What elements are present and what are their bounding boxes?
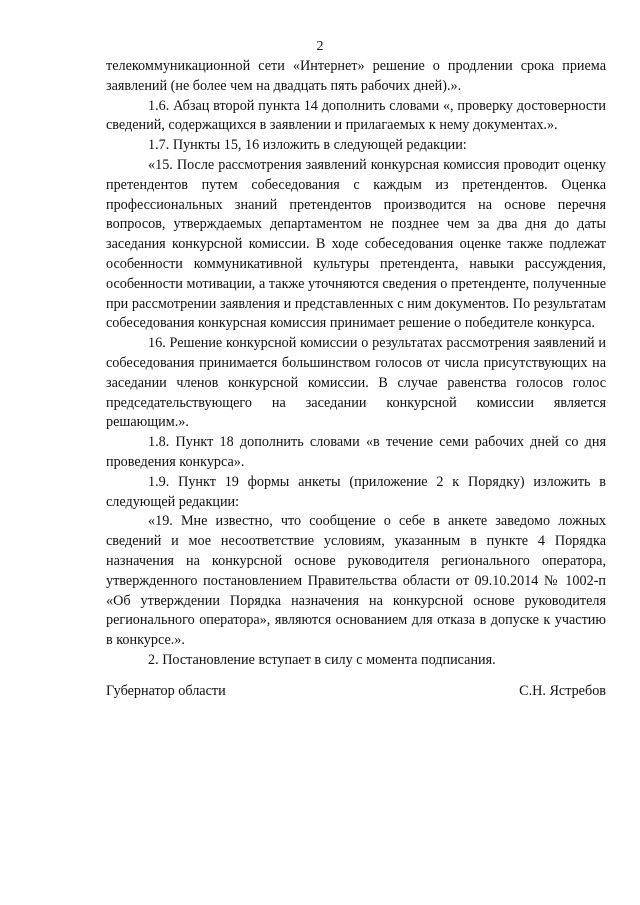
paragraph-item-1-9: 1.9. Пункт 19 формы анкеты (приложение 2 к Порядку) изложить в следующей редакции: bbox=[106, 473, 606, 510]
paragraph-item-2: 2. Постановление вступает в силу с момента подписания. bbox=[148, 651, 496, 668]
signature-block bbox=[106, 682, 606, 700]
document-body bbox=[106, 57, 606, 671]
paragraph-clause-19: «19. Мне известно, что сообщение о себе в анкете заведомо ложных сведений и мое несоответствие условиям, указанным в пункте 4 Порядка назначения на конкурсной основе руководителя регионального оператора, утвержденного постановлением Правительства области от 09.10.2014 № 1002-п «Об утверждении Порядка назначения на конкурсной основе руководителя регионального оператора», являются основанием для отказа в допуске к участию в конкурсе.». bbox=[106, 513, 606, 649]
paragraph-item-1-8: 1.8. Пункт 18 дополнить словами «в течение семи рабочих дней со дня проведения конкурса». bbox=[106, 434, 606, 470]
paragraph-item-1-7: 1.7. Пункты 15, 16 изложить в следующей редакции: bbox=[148, 137, 467, 154]
paragraph-item-1-6: 1.6. Абзац второй пункта 14 дополнить словами «, проверку достоверности сведений, содержащихся в заявлении и прилагаемых к нему документах.». bbox=[106, 97, 606, 134]
signatory-name: С.Н. Ястребов bbox=[519, 683, 606, 699]
paragraph-continuation: телекоммуникационной сети «Интернет» решение о продлении срока приема заявлений (не более чем на двадцать пять рабочих дней).». bbox=[106, 58, 606, 94]
paragraph-clause-15: «15. После рассмотрения заявлений конкурсная комиссия проводит оценку претендентов путем собеседования с каждым из претендентов. Оценка профессиональных знаний претендентов производится на основе перечня вопросов, утверждаемых департаментом не позднее чем за два дня до даты заседания конкурсной комиссии. В ходе собеседования оценке также подлежат особенности коммуникативной культуры претендента, навыки рассуждения, особенности мотивации, а также уточняются сведения о претенденте, полученные при рассмотрении заявления и представленных с ним документов. По результатам собеседования конкурсная комиссия принимает решение о победителе конкурса. bbox=[106, 156, 606, 332]
page-number: 2 bbox=[316, 39, 324, 54]
signatory-position: Губернатор области bbox=[106, 683, 226, 699]
paragraph-clause-16: 16. Решение конкурсной комиссии о результатах рассмотрения заявлений и собеседования принимается большинством голосов от числа присутствующих на заседании членов конкурсной комиссии. В случае равенства голосов голос председательствующего на заседании конкурсной комиссии является решающим.». bbox=[106, 335, 606, 431]
